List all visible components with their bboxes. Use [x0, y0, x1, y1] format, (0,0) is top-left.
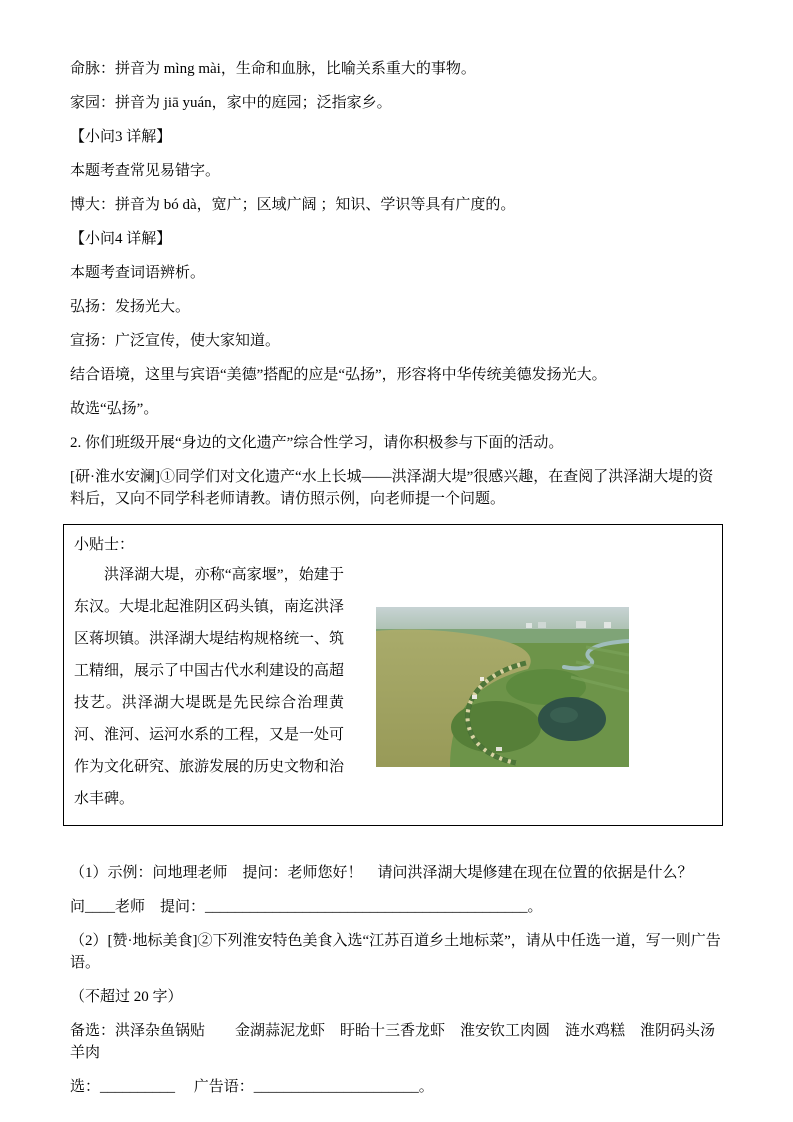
tip-box-title: 小贴士： — [74, 537, 135, 553]
explanation-line: 本题考查词语辨析。 — [70, 265, 206, 281]
tip-box-content — [74, 559, 712, 815]
food-options-line: 备选：洪泽杂鱼锅贴 金湖蒜泥龙虾 盱眙十三香龙虾 淮安钦工肉圆 涟水鸡糕 淮阴码头汤羊肉 — [70, 1023, 716, 1061]
explanation-line: 本题考查常见易错字。 — [70, 163, 221, 179]
part1-example-line: （1）示例：问地理老师 提问：老师您好！ 请问洪泽湖大堤修建在现在位置的依据是什么？ — [70, 865, 693, 881]
explanation-line: 宣扬：广泛宣传，使大家知道。 — [70, 333, 281, 349]
part2-answer-blank-line: 选：__________ 广告语：______________________。 — [70, 1079, 434, 1095]
activity-1-text: [研·淮水安澜]①同学们对文化遗产“水上长城——洪泽湖大堤”很感兴趣，在查阅了洪泽湖大堤的资料后，又向不同学科老师请教。请仿照示例，向老师提一个问题。 — [70, 469, 714, 507]
part2-prompt-line: （2）[赞·地标美食]②下列淮安特色美食入选“江苏百道乡土地标菜”，请从中任选一道，写一则广告语。 — [70, 933, 721, 971]
tip-box — [63, 524, 723, 826]
explanation-line: 结合语境，这里与宾语“美德”搭配的应是“弘扬”，形容将中华传统美德发扬光大。 — [70, 367, 607, 383]
explanation-line: 命脉：拼音为 mìng mài，生命和血脉，比喻关系重大的事物。 — [70, 61, 476, 77]
explanation-line: 博大：拼音为 bó dà，宽广；区域广阔 ；知识、学识等具有广度的。 — [70, 197, 516, 213]
question-2-intro: 2. 你们班级开展“身边的文化遗产”综合性学习，请你积极参与下面的活动。 — [70, 435, 564, 451]
part2-limit-line: （不超过 20 字） — [70, 989, 183, 1005]
explanation-line: 弘扬：发扬光大。 — [70, 299, 191, 315]
detail-heading: 【小问3 详解】 — [70, 129, 172, 145]
detail-heading: 【小问4 详解】 — [70, 231, 172, 247]
tip-box-body: 洪泽湖大堤，亦称“高家堰”，始建于东汉。大堤北起淮阴区码头镇，南迄洪泽区蒋坝镇。洪泽湖大堤结构规格统一、筑工精细，展示了中国古代水利建设的高超技艺。洪泽湖大堤既是先民综合治理黄河、淮河、运河水系的工程，又是一处可作为文化研究、旅游发展的历史文物和治水丰碑。 — [74, 567, 345, 807]
part1-answer-blank-line: 问____老师 提问：___________________________________________。 — [70, 899, 543, 915]
aerial-photo-illustration — [376, 607, 629, 767]
explanation-line: 故选“弘扬”。 — [70, 401, 159, 417]
explanation-line: 家园：拼音为 jiā yuán，家中的庭园；泛指家乡。 — [70, 95, 392, 111]
aerial-photo-of-hongze-lake-dam — [376, 607, 629, 767]
